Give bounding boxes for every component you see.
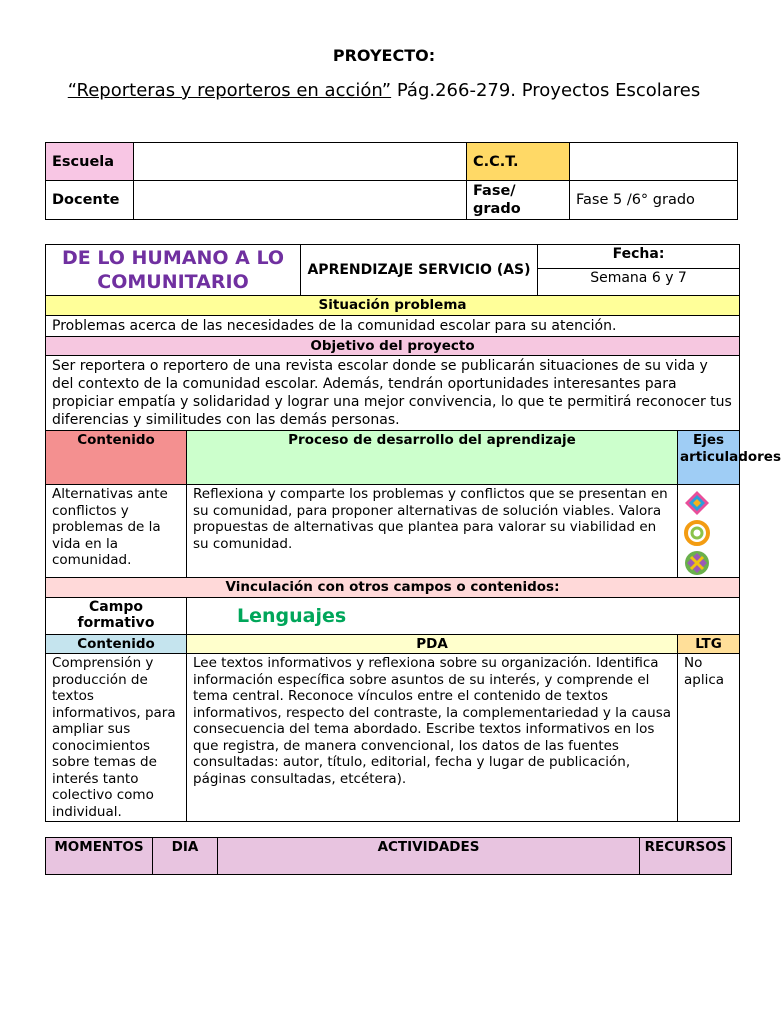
project-title (0, 78, 768, 104)
objetivo-text: Ser reportera o reportero de una revista escolar donde se publicarán situaciones de su vida y del contexto de la comunidad escolar. Además, tendrán oportunidades interesantes para propiciar empatía y solidaridad y lograr una mejor convivencia, lo que te permitirá reconocer tus diferencias y similitudes con las demás personas. (46, 356, 740, 431)
escuela-label: Escuela (46, 143, 134, 181)
campo-formativo-title: DE LO HUMANO A LO COMUNITARIO (46, 245, 301, 296)
cct-label: C.C.T. (467, 143, 570, 181)
pda-header: PDA (187, 634, 678, 654)
contenido-header: Contenido (46, 431, 187, 485)
contenido-text: Alternativas ante conflictos y problemas de la vida en la comunidad. (46, 485, 187, 578)
objetivo-label: Objetivo del proyecto (46, 336, 740, 356)
momentos-header: MOMENTOS (46, 838, 153, 875)
vinculacion-label: Vinculación con otros campos o contenidos: (46, 578, 740, 598)
fecha-value: Semana 6 y 7 (538, 269, 740, 296)
vinc-contenido-header: Contenido (46, 634, 187, 654)
project-title-pages: Pág.266-279. Proyectos Escolares (391, 80, 701, 101)
ejes-header: Ejes articuladores (678, 431, 740, 485)
fase-value: Fase 5 /6° grado (570, 181, 738, 220)
proyecto-heading: PROYECTO: (332, 46, 436, 65)
actividades-header: ACTIVIDADES (218, 838, 640, 875)
cct-field[interactable] (570, 143, 738, 181)
docente-label: Docente (46, 181, 134, 220)
campo-formativo-value: Lenguajes (187, 597, 740, 634)
pda-text: Lee textos informativos y reflexiona sobre su organización. Identifica información específica sobre asuntos de su interés, y comprende el tema central. Reconoce vínculos entre el contenido de textos informativos, respecto del contraste, la complementariedad y la causa consecuencia del tema abordado. Escribe textos informativos en los que registra, de manera convencional, los datos de las fuentes consultadas: autor, título, editorial, fecha y lugar de publicación, páginas consultadas, etcétera). (187, 654, 678, 822)
situacion-text: Problemas acerca de las necesidades de la comunidad escolar para su atención. (46, 315, 740, 336)
metodologia-label: APRENDIZAJE SERVICIO (AS) (301, 245, 538, 296)
momentos-table (45, 837, 732, 875)
docente-field[interactable] (134, 181, 467, 220)
proceso-header: Proceso de desarrollo del aprendizaje (187, 431, 678, 485)
interculturalidad-icon (684, 550, 710, 576)
ltg-text: No aplica (678, 654, 740, 822)
planning-table (45, 244, 781, 822)
escuela-field[interactable] (134, 143, 467, 181)
title-block (0, 44, 768, 104)
situacion-label: Situación problema (46, 296, 740, 316)
recursos-header: RECURSOS (640, 838, 732, 875)
fase-label: Fase/ grado (467, 181, 570, 220)
ltg-header: LTG (678, 634, 740, 654)
inclusion-icon (684, 520, 710, 546)
vinc-contenido-text: Comprensión y producción de textos informativos, para ampliar sus conocimientos sobre temas de interés tanto colectivo como individual. (46, 654, 187, 822)
proceso-text: Reflexiona y comparte los problemas y conflictos que se presentan en su comunidad, para proponer alternativas de solución viables. Valora propuestas de alternativas que plantea para valorar su viabilidad en su comunidad. (187, 485, 678, 578)
pluralidad-icon (684, 490, 710, 516)
ejes-icons (678, 485, 740, 578)
project-title-quoted: “Reporteras y reporteros en acción” (67, 80, 392, 101)
dia-header: DIA (153, 838, 218, 875)
campo-formativo-label: Campo formativo (46, 597, 187, 634)
info-table (45, 142, 738, 220)
fecha-label: Fecha: (538, 245, 740, 269)
